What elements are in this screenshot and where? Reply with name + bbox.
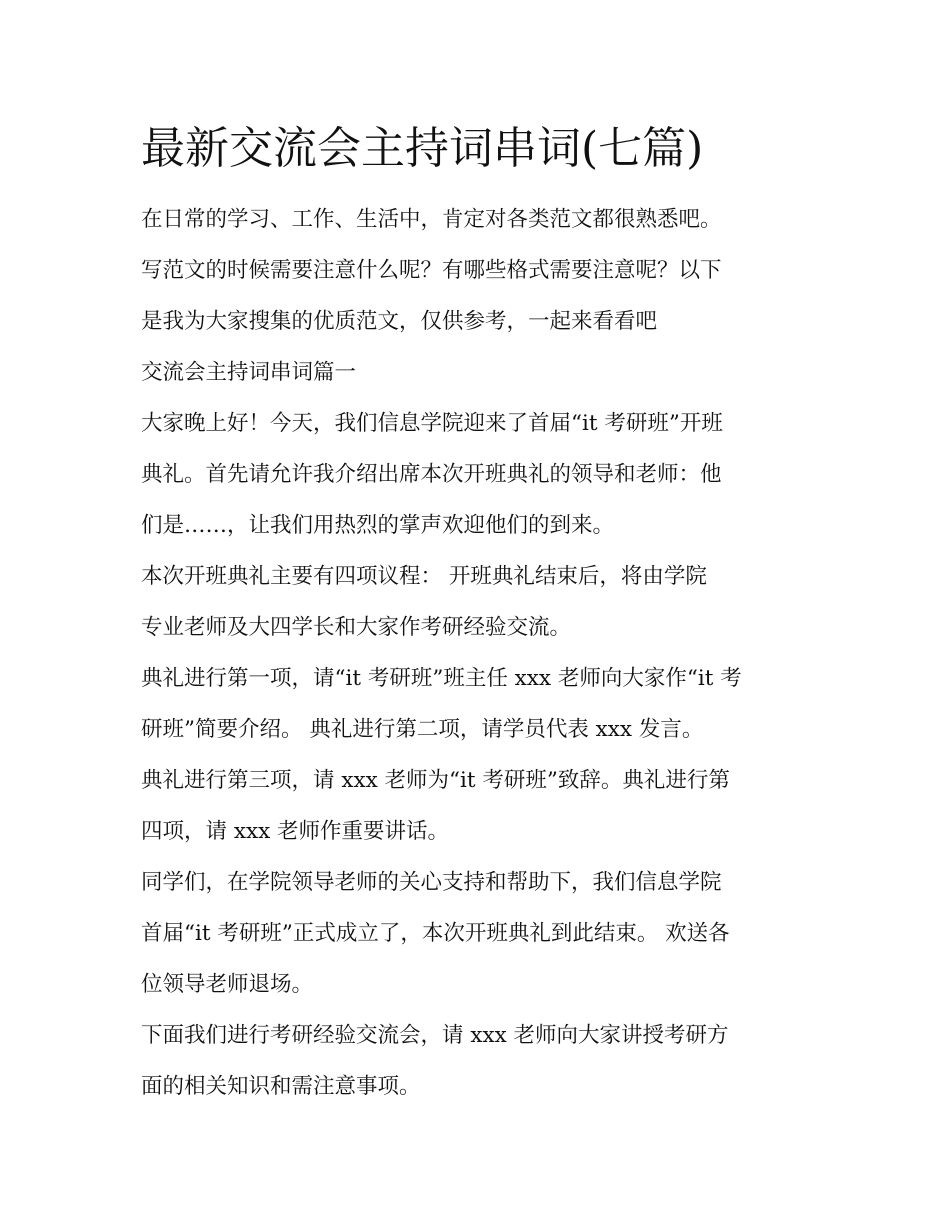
text-line: 面的相关知识和需注意事项。 bbox=[141, 1074, 421, 1099]
text-line: 同学们，在学院领导老师的关心支持和帮助下，我们信息学院 bbox=[141, 870, 722, 895]
text-line: 下面我们进行考研经验交流会，请 xxx 老师向大家讲授考研方 bbox=[141, 1023, 729, 1048]
text-line: 是我为大家搜集的优质范文，仅供参考，一起来看看吧 bbox=[141, 309, 658, 334]
text-line: 本次开班典礼主要有四项议程： 开班典礼结束后，将由学院 bbox=[141, 564, 707, 589]
text-line: 大家晚上好！今天，我们信息学院迎来了首届“it 考研班”开班 bbox=[141, 411, 723, 436]
text-line: 典礼进行第三项，请 xxx 老师为“it 考研班”致辞。典礼进行第 bbox=[141, 768, 730, 793]
text-line: 四项，请 xxx 老师作重要讲话。 bbox=[141, 819, 450, 844]
text-line: 位领导老师退场。 bbox=[141, 972, 314, 997]
text-line: 研班”简要介绍。 典礼进行第二项，请学员代表 xxx 发言。 bbox=[141, 717, 704, 742]
text-line: 专业老师及大四学长和大家作考研经验交流。 bbox=[141, 615, 572, 640]
text-line: 典礼进行第一项，请“it 考研班”班主任 xxx 老师向大家作“it 考 bbox=[141, 666, 742, 691]
text-line: 典礼。首先请允许我介绍出席本次开班典礼的领导和老师：他 bbox=[141, 462, 722, 487]
document-body bbox=[141, 118, 821, 1112]
text-line: 们是……，让我们用热烈的掌声欢迎他们的到来。 bbox=[141, 513, 615, 538]
text-line: 写范文的时候需要注意什么呢？有哪些格式需要注意呢？以下 bbox=[141, 258, 722, 283]
text-line: 在日常的学习、工作、生活中，肯定对各类范文都很熟悉吧。 bbox=[141, 207, 722, 232]
text-line: 首届“it 考研班”正式成立了，本次开班典礼到此结束。 欢送各 bbox=[141, 921, 730, 946]
section-heading: 交流会主持词串词篇一 bbox=[141, 360, 357, 385]
document-title: 最新交流会主持词串词(七篇) bbox=[141, 123, 704, 174]
